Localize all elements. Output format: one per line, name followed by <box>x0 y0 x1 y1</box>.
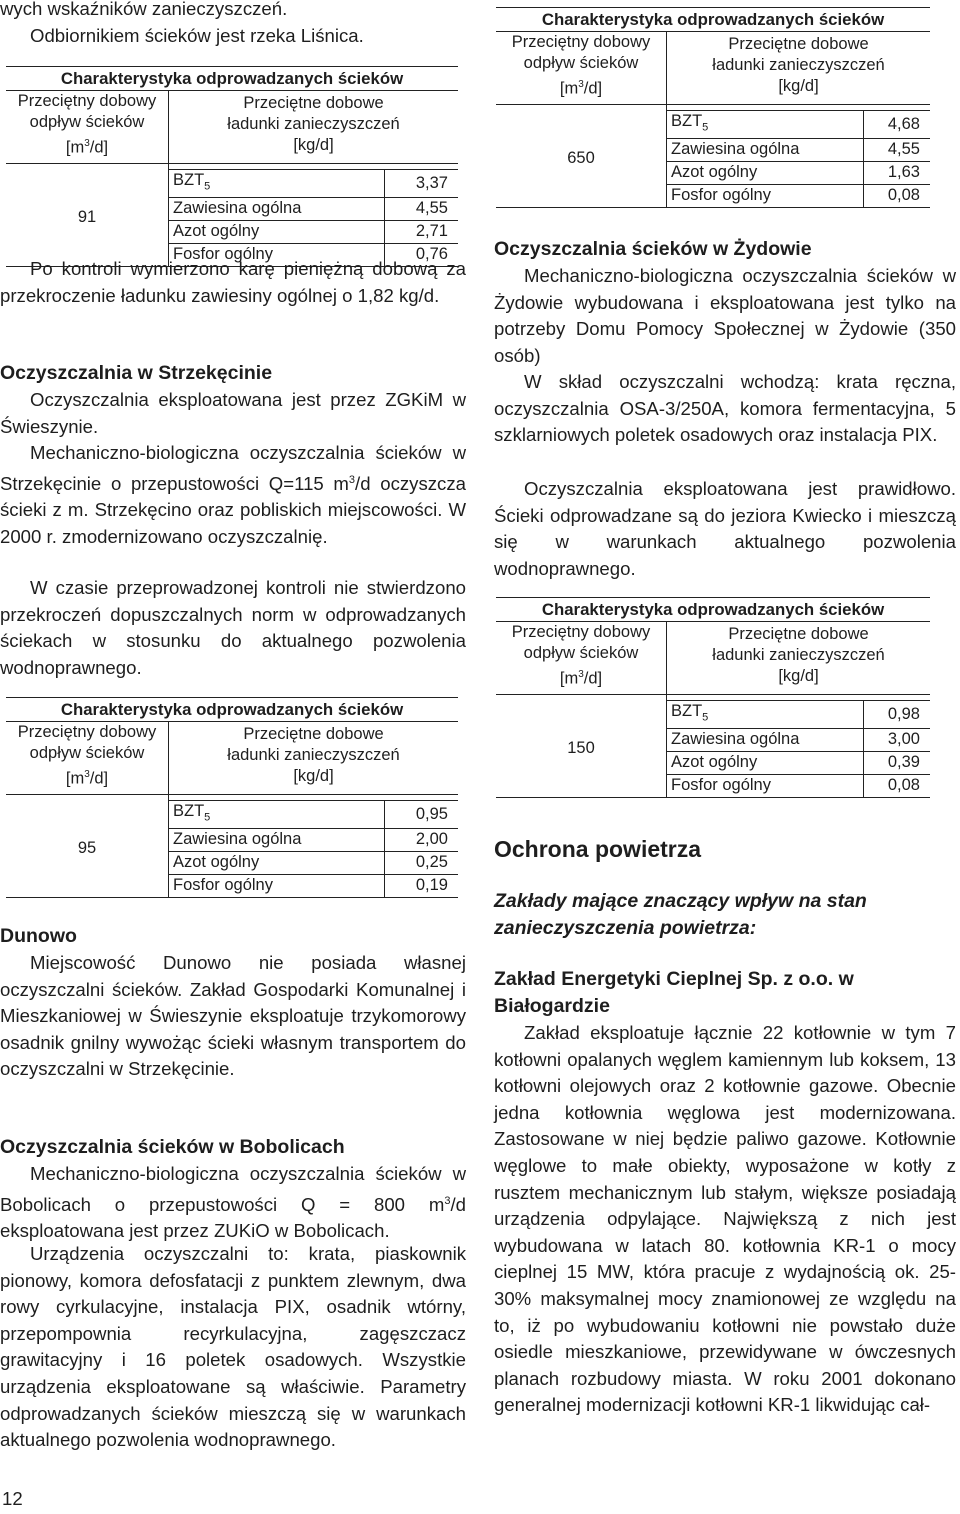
paragraph: Miejscowość Dunowo nie posiada własnej oczyszczalni ścieków. Zakład Gospodarki Komunalnej i Mieszkaniowej w Świeszynie eksploatuje trzykomorowy osadnik gnilny wywożąc ścieki własnym transportem do oczyszczalni w Strzekęcinie. <box>0 952 466 1080</box>
section-heading: Dunowo <box>0 925 77 947</box>
paragraph: Oczyszczalnia eksploatowana jest przez ZGKiM w Świeszynie. <box>0 389 466 437</box>
param-value: 0,98 <box>863 700 930 728</box>
subsection-heading: Zakłady mające znaczący wpływ na stan zanieczyszczenia powietrza: <box>494 890 867 939</box>
paragraph: Zakład eksploatuje łącznie 22 kotłownie w tym 7 kotłowni opalanych węglem kamiennym lub koksem, 13 kotłowni olejowych oraz 2 kotłownie gazowe. Obecnie jedna kotłownia węglowa jest modernizowana. Zastosowane w niej będzie paliwo gazowe. Kotłownie węglowe to małe obiekty, wyposażone w kotły z rusztem mechanicznym lub stałym, większe posiadają urządzenia odpylające. Największą z nich jest wybudowana w latach 80. kotłownia KR-1 o mocy cieplnej 15 MW, która pracuje z wydajnością ok. 25-30% maksymalnej mocy znamionowej ze względu na to, iż po wybudowaniu kotłowni nie powstało duże osiedle mieszkaniowe, przewidywane w ówczesnych planach rozbudowy miasta. W roku 2001 dokonano generalnej modernizacji kotłowni KR-1 likwidując cał- <box>494 1022 956 1416</box>
wastewater-table-3 <box>496 7 930 208</box>
param-name: Azot ogólny <box>667 161 864 184</box>
flow-value: 95 <box>6 800 169 897</box>
flow-value: 150 <box>496 700 667 797</box>
flow-value: 650 <box>496 110 667 207</box>
paragraph: Mechaniczno-biologiczna oczyszczalnia ścieków w Bobolicach o przepustowości Q = 800 $m^3/d$ eksploatowana jest przez ZUKiO w Bobolicach. <box>0 1163 466 1242</box>
section-heading: Oczyszczalnia ścieków w Bobolicach <box>0 1136 345 1158</box>
param-value: 3,00 <box>863 728 930 751</box>
param-name: Azot ogólny <box>169 851 385 874</box>
param-name: Azot ogólny <box>667 751 864 774</box>
paragraph: Po kontroli wymierzono karę pieniężną dobową za przekroczenie ładunku zawiesiny ogólnej o 1,82 kg/d. <box>0 258 466 306</box>
param-name: Zawiesina ogólna <box>169 197 385 220</box>
param-name: Fosfor ogólny <box>667 184 864 207</box>
section-heading: Oczyszczalnia ścieków w Żydowie <box>494 238 812 260</box>
param-value: 4,55 <box>863 138 930 161</box>
paragraph-continued: wych wskaźników zanieczyszczeń. Odbiornikiem ścieków jest rzeka Liśnica. <box>0 0 364 46</box>
param-name: $BZT_5$ <box>169 169 385 197</box>
paragraph: Mechaniczno-biologiczna oczyszczalnia ścieków w Strzekęcinie o przepustowości Q=115 $m^3/d$ oczyszcza ścieki z m. Strzekęcino oraz pobliskich miejscowości. W 2000 r. zmodernizowano oczyszczalnię. <box>0 442 466 547</box>
loads-header: Przeciętne dobowe ładunki zanieczyszczeń [kg/d] <box>667 622 931 695</box>
paragraph: W skład oczyszczalni wchodzą: krata ręczna, oczyszczalnia OSA-3/250A, komora fermentacyjna, 5 szklarniowych poletek osadowych oraz instalacja PIX. <box>494 371 956 446</box>
param-name: Fosfor ogólny <box>667 774 864 797</box>
param-value: 2,71 <box>385 220 458 243</box>
param-value: 0,95 <box>385 800 458 828</box>
flow-header: Przeciętny dobowy odpływ ścieków $[m^3/d]$ <box>496 622 667 695</box>
param-value: 0,25 <box>385 851 458 874</box>
param-value: 3,37 <box>385 169 458 197</box>
param-value: 0,08 <box>863 184 930 207</box>
table-title: Charakterystyka odprowadzanych ścieków <box>6 67 458 91</box>
flow-value: 91 <box>6 169 169 266</box>
loads-header: Przeciętne dobowe ładunki zanieczyszczeń [kg/d] <box>169 722 459 795</box>
paragraph: Mechaniczno-biologiczna oczyszczalnia ścieków w Żydowie wybudowana i eksploatowana jest tylko na potrzeby Domu Pomocy Społecznej w Żydowie (350 osób) <box>494 265 956 366</box>
flow-header: Przeciętny dobowy odpływ ścieków $[m^3/d]$ <box>496 32 667 105</box>
table-title: Charakterystyka odprowadzanych ścieków <box>496 8 930 32</box>
param-name: Zawiesina ogólna <box>169 828 385 851</box>
table-title: Charakterystyka odprowadzanych ścieków <box>496 598 930 622</box>
param-value: 4,68 <box>863 110 930 138</box>
param-name: Fosfor ogólny <box>169 874 385 897</box>
paragraph: W czasie przeprowadzonej kontroli nie stwierdzono przekroczeń dopuszczalnych norm w odprowadzanych ściekach w stosunku do aktualnego pozwolenia wodnoprawnego. <box>0 577 466 678</box>
param-name: Zawiesina ogólna <box>667 138 864 161</box>
page-number: 12 <box>2 1488 23 1509</box>
param-value: 4,55 <box>385 197 458 220</box>
loads-header: Przeciętne dobowe ładunki zanieczyszczeń [kg/d] <box>169 91 459 164</box>
param-value: 0,08 <box>863 774 930 797</box>
wastewater-table-1 <box>6 66 458 267</box>
loads-header: Przeciętne dobowe ładunki zanieczyszczeń [kg/d] <box>667 32 931 105</box>
section-heading: Oczyszczalnia w Strzekęcinie <box>0 362 273 384</box>
param-value: 2,00 <box>385 828 458 851</box>
paragraph: Urządzenia oczyszczalni to: krata, piaskownik pionowy, komora defosfatacji z punktem zlewnym, dwa rowy cyrkulacyjne, instalacja PIX, osadnik wtórny, przepompownia recyrkulacyjna, zagęszczacz grawitacyjny i 16 poletek osadowych. Wszystkie urządzenia eksploatowane są właściwie. Parametry odprowadzanych ścieków mieszczą się w warunkach aktualnego pozwolenia wodnoprawnego. <box>0 1243 466 1451</box>
param-name: Azot ogólny <box>169 220 385 243</box>
wastewater-table-4 <box>496 597 930 798</box>
table-title: Charakterystyka odprowadzanych ścieków <box>6 698 458 722</box>
subsection-heading: Zakład Energetyki Cieplnej Sp. z o.o. w Białogardzie <box>494 968 854 1017</box>
param-value: 0,39 <box>863 751 930 774</box>
param-value: 0,76 <box>385 243 458 266</box>
param-name: $BZT_5$ <box>667 110 864 138</box>
flow-header: Przeciętny dobowy odpływ ścieków $[m^3/d]$ <box>6 722 169 795</box>
param-name: Zawiesina ogólna <box>667 728 864 751</box>
param-value: 1,63 <box>863 161 930 184</box>
param-name: Fosfor ogólny <box>169 243 385 266</box>
param-name: $BZT_5$ <box>169 800 385 828</box>
wastewater-table-2 <box>6 697 458 898</box>
section-heading: Ochrona powietrza <box>494 836 702 862</box>
paragraph: Oczyszczalnia eksploatowana jest prawidłowo. Ścieki odprowadzane są do jeziora Kwiecko i mieszczą się w warunkach aktualnego pozwolenia wodnoprawnego. <box>494 478 956 579</box>
flow-header: Przeciętny dobowy odpływ ścieków $[m^3/d]$ <box>6 91 169 164</box>
param-value: 0,19 <box>385 874 458 897</box>
param-name: $BZT_5$ <box>667 700 864 728</box>
